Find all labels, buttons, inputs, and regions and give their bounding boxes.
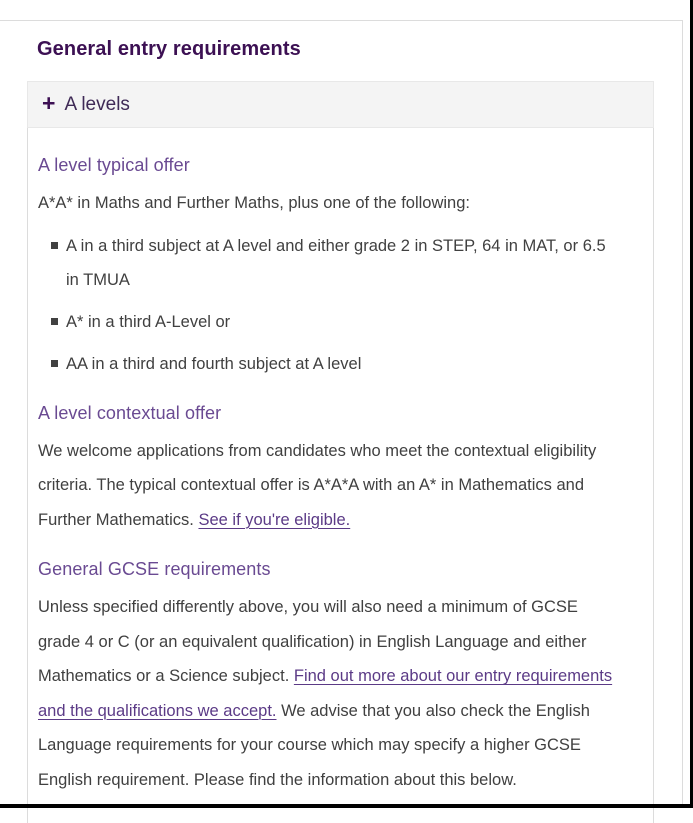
section-heading: General GCSE requirements — [38, 559, 271, 579]
list-item-text: AA in a third and fourth subject at A level — [66, 354, 362, 373]
requirements-list — [38, 229, 623, 381]
card-top-border — [0, 20, 682, 21]
page-title: General entry requirements — [37, 38, 301, 60]
screenshot-frame-bottom — [0, 804, 693, 808]
card-right-border — [682, 20, 683, 808]
section-paragraph — [38, 434, 623, 538]
section-paragraph — [38, 590, 623, 797]
text-segment: We advise that you also check the English Language requirements for your course which may specify a higher GCSE English requirement. Please find the information about this below. — [38, 701, 590, 789]
list-item — [38, 229, 623, 297]
section-a-level-contextual-offer — [38, 403, 623, 538]
accordion-label: A levels — [64, 93, 130, 115]
list-item — [38, 305, 623, 339]
accordion-header-a-levels[interactable] — [27, 81, 654, 128]
text-segment: We welcome applications from candidates who meet the contextual eligibility criteria. The typical contextual offer is A*A*A with an A* in Mathematics and Further Mathematics. — [38, 441, 597, 529]
section-general-gcse-requirements — [38, 559, 623, 797]
entry-requirements-card — [27, 38, 654, 823]
section-heading: A level typical offer — [38, 155, 190, 175]
link-see-if-you-re-eligible[interactable]: See if you're eligible. — [198, 510, 351, 529]
square-bullet-icon — [51, 242, 58, 249]
link-find-out-more-about-our-entry-requiremen[interactable]: Find out more about our entry requirements and the qualifications we accept. — [38, 667, 613, 720]
list-item — [38, 347, 623, 381]
square-bullet-icon — [51, 360, 58, 367]
expand-plus-icon[interactable]: + — [42, 90, 56, 116]
square-bullet-icon — [51, 318, 58, 325]
accordion-content-panel — [27, 128, 654, 823]
section-heading: A level contextual offer — [38, 402, 222, 423]
text-segment: Unless specified differently above, you will also need a minimum of GCSE grade 4 or C (or an equivalent qualification) in English Language and either Mathematics or a Science subject. — [38, 598, 587, 685]
section-intro-text: A*A* in Maths and Further Maths, plus one of the following: — [38, 194, 470, 212]
list-item-text: A* in a third A-Level or — [66, 312, 231, 331]
section-a-level-typical-offer — [38, 155, 623, 381]
list-item-text: A in a third subject at A level and either grade 2 in STEP, 64 in MAT, or 6.5 in TMUA — [66, 236, 606, 289]
